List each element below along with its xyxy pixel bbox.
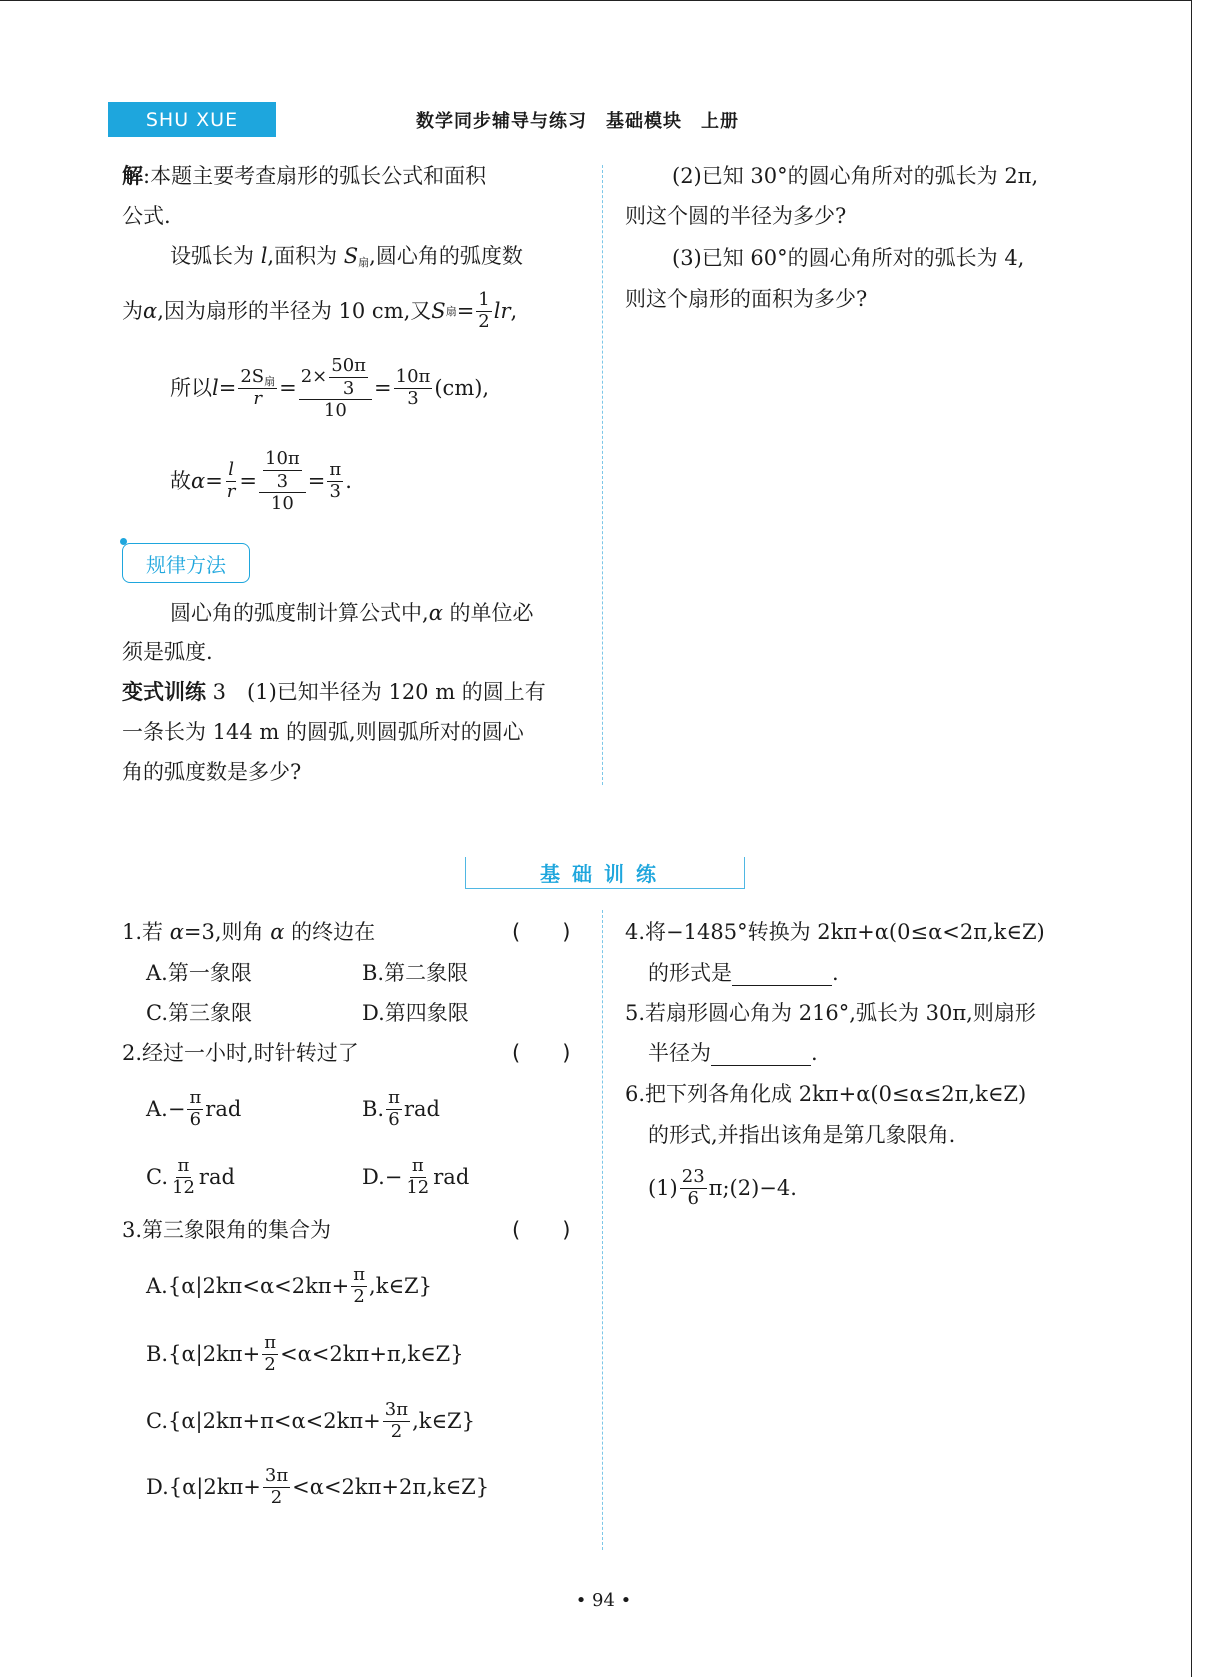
q1-answer-bracket[interactable]: ( ): [512, 920, 571, 944]
q1-stem: 1.若 α=3,则角 α 的终边在: [122, 920, 376, 944]
column-divider-top: [602, 165, 603, 785]
section-title: 基础训练: [540, 862, 668, 886]
q1-option-b[interactable]: B.第二象限: [362, 961, 469, 985]
q3-answer-bracket[interactable]: ( ): [512, 1218, 571, 1242]
method-line-1: 圆心角的弧度制计算公式中,α 的单位必: [170, 601, 534, 625]
method-line-2: 须是弧度.: [122, 640, 213, 664]
q1-option-c[interactable]: C.第三象限: [146, 1001, 252, 1025]
right-line-4: 则这个扇形的面积为多少?: [625, 287, 868, 311]
equation-arc-length: 所以 l = $\frac{2S_扇}{r}$ = 2× $\frac{50\pi}{3}$ 10 = $\frac{10\pi}{3}$ (cm),: [170, 355, 490, 422]
subject-badge: SHU XUE: [108, 102, 276, 137]
exercise-line-1: 变式训练 3 (1)已知半径为 120 m 的圆上有: [122, 680, 546, 704]
fraction-half: $\frac{1}{2}$: [478, 289, 490, 332]
q3-option-a[interactable]: A.{α|2kπ<α<2kπ+ $\frac{\pi}{2}$ ,k∈Z}: [146, 1264, 432, 1307]
q2-option-c[interactable]: C. $\frac{\pi}{12}$ rad: [146, 1155, 235, 1198]
exercise-line-2: 一条长为 144 m 的圆弧,则圆弧所对的圆心: [122, 720, 524, 744]
q5-answer-blank[interactable]: [711, 1047, 811, 1066]
q3-stem: 3.第三象限角的集合为: [122, 1218, 332, 1242]
right-line-1: (2)已知 30°的圆心角所对的弧长为 2π,: [672, 164, 1039, 188]
q2-option-b[interactable]: B. $\frac{\pi}{6}$ rad: [362, 1087, 440, 1130]
q6-line-1: 6.把下列各角化成 2kπ+α(0≤α≤2π,k∈Z): [625, 1082, 1027, 1106]
page-number: • 94 •: [575, 1590, 632, 1611]
q4-line-2: 的形式是 .: [648, 961, 839, 985]
q2-stem: 2.经过一小时,时针转过了: [122, 1041, 359, 1065]
q6-line-2: 的形式,并指出该角是第几象限角.: [648, 1123, 956, 1147]
q1-option-d[interactable]: D.第四象限: [362, 1001, 469, 1025]
exercise-line-3: 角的弧度数是多少?: [122, 760, 302, 784]
q4-answer-blank[interactable]: [732, 967, 832, 986]
q1-option-a[interactable]: A.第一象限: [146, 961, 252, 985]
right-line-3: (3)已知 60°的圆心角所对的弧长为 4,: [672, 246, 1025, 270]
solution-line-4: 为 α ,因为扇形的半径为 10 cm,又 S 扇 = $\frac{1}{2}$ lr ,: [122, 289, 518, 332]
solution-line-3: 设弧长为 l,面积为 $S_扇$,圆心角的弧度数: [170, 244, 523, 269]
column-divider-bottom: [602, 910, 603, 1550]
q3-option-b[interactable]: B.{α|2kπ+ $\frac{\pi}{2}$ <α<2kπ+π,k∈Z}: [146, 1332, 464, 1375]
solution-line-1: 解:本题主要考查扇形的弧长公式和面积: [122, 164, 487, 188]
q2-option-a[interactable]: A.− $\frac{\pi}{6}$ rad: [146, 1087, 242, 1130]
solution-line-2: 公式.: [122, 204, 171, 228]
q5-line-2: 半径为 .: [648, 1041, 818, 1065]
q4-line-1: 4.将−1485°转换为 2kπ+α(0≤α<2π,k∈Z): [625, 920, 1045, 944]
q5-line-1: 5.若扇形圆心角为 216°,弧长为 30π,则扇形: [625, 1001, 1036, 1025]
q6-line-3: (1) $\frac{23}{6}$ π;(2)−4.: [648, 1166, 797, 1209]
q2-answer-bracket[interactable]: ( ): [512, 1041, 571, 1065]
top-border: [0, 0, 1192, 1]
q2-option-d[interactable]: D.− $\frac{\pi}{12}$ rad: [362, 1155, 470, 1198]
right-border: [1191, 0, 1192, 1677]
right-line-2: 则这个圆的半径为多少?: [625, 204, 847, 228]
book-title: 数学同步辅导与练习 基础模块 上册: [416, 111, 739, 132]
equation-angle: 故 α = $\frac{l}{r}$ = $\frac{\frac{10\pi}{3}}{10}$ = $\frac{\pi}{3}$ .: [170, 448, 352, 515]
method-label: 规律方法: [122, 543, 250, 583]
q3-option-d[interactable]: D.{α|2kπ+ $\frac{3\pi}{2}$ <α<2kπ+2π,k∈Z}: [146, 1465, 490, 1508]
q3-option-c[interactable]: C.{α|2kπ+π<α<2kπ+ $\frac{3\pi}{2}$ ,k∈Z}: [146, 1399, 475, 1442]
